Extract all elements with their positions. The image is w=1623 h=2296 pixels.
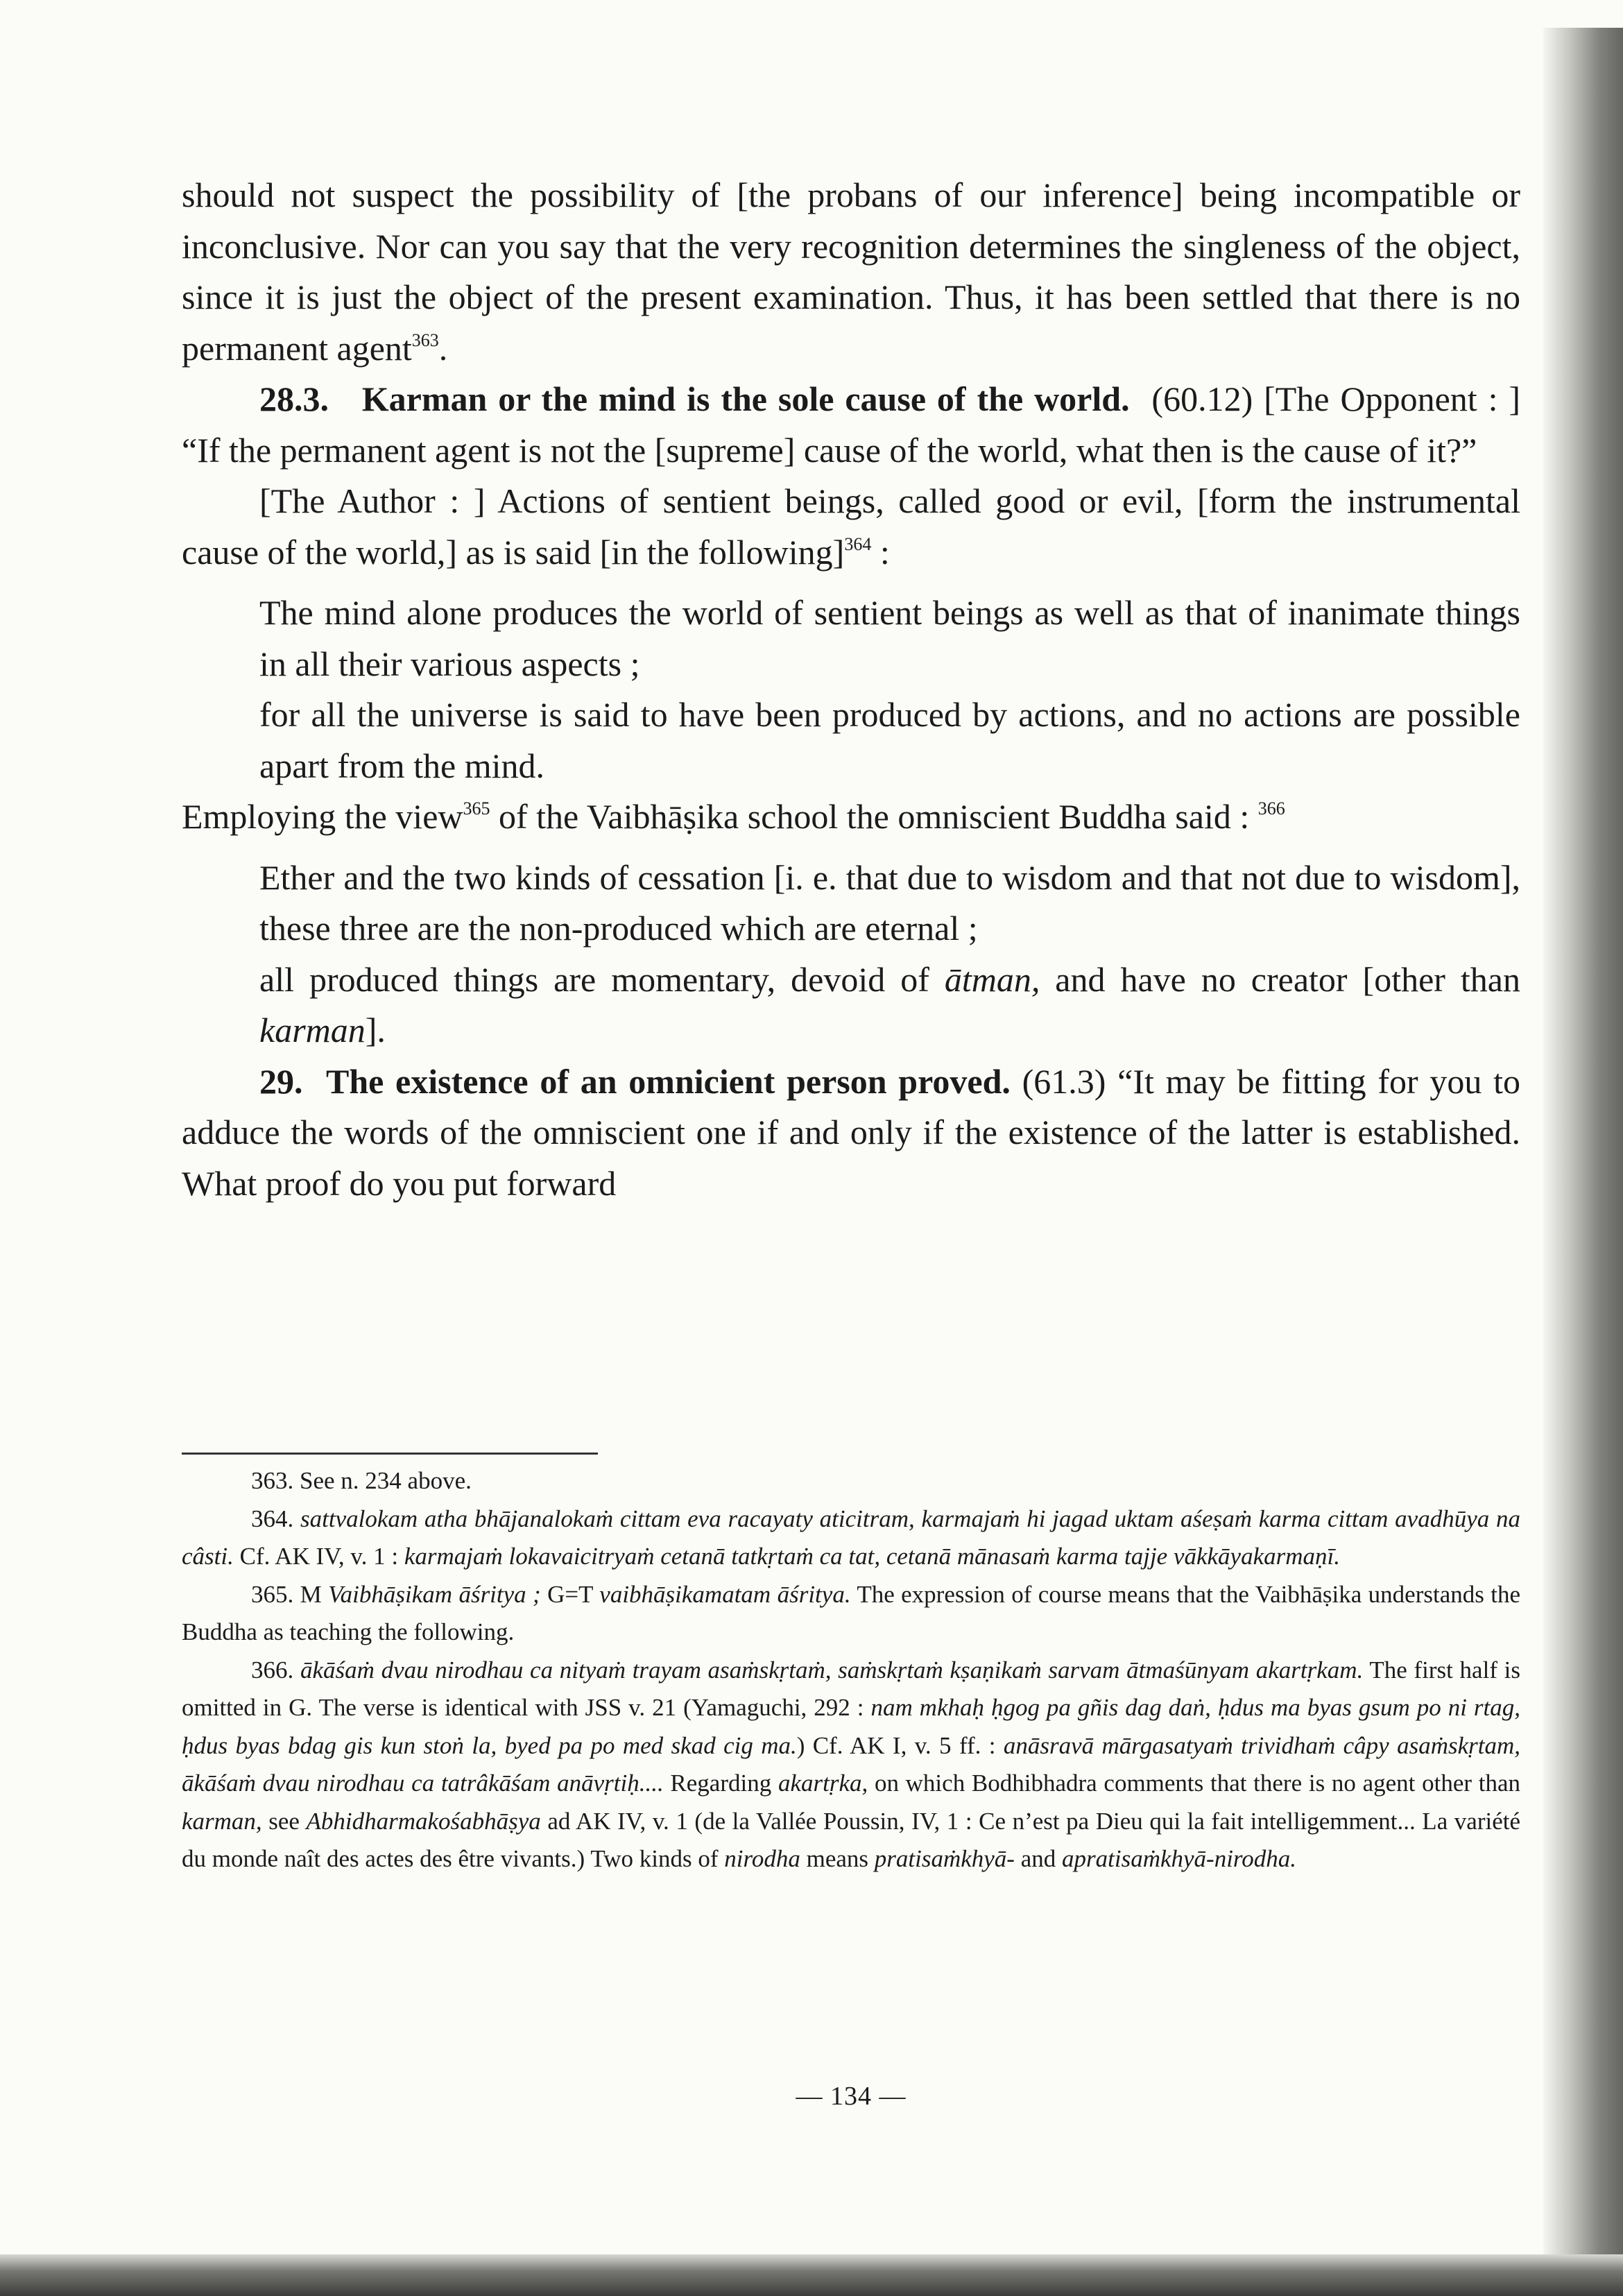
footnote-divider: [182, 1453, 598, 1455]
footnote-363: 363. See n. 234 above.: [251, 1467, 472, 1494]
section-number: 28.3.: [259, 379, 329, 418]
footnote-ref-366[interactable]: 366: [1257, 798, 1285, 819]
book-spine-shadow: [1543, 28, 1623, 2275]
verse-2-line-1: Ether and the two kinds of cessation [i. e. that due to wisdom and that not due to wisdom], these three are the non-produced which are eternal ;: [259, 857, 1520, 948]
verse-1-line-2: for all the universe is said to have been produced by actions, and no actions are possible apart from the mind.: [259, 695, 1520, 785]
footnote-365: 365. M Vaibhāṣikam āśritya ; G=T vaibhāṣikamatam āśritya. The expression of course means that the Vaibhāṣika understands the Buddha as teaching the following.: [182, 1580, 1521, 1645]
footnote-366: 366. ākāśaṁ dvau nirodhau ca nityaṁ trayam asaṁskṛtaṁ, saṁskṛtaṁ kṣaṇikaṁ sarvam ātmaśūnyam akartṛkam. The first half is omitted in G. The verse is identical with JSS v. 21 (Yamaguchi, 292 : nam mkhaḥ ḥgog pa gñis dag daṅ, ḥdus ma byas gsum po ni rtag, ḥdus byas bdag gis kun stoṅ la, byed pa po med skad cig ma.) Cf. AK I, v. 5 ff. : anāsravā mārgasatyaṁ trividhaṁ câpy asaṁskṛtam, ākāśaṁ dvau nirodhau ca tatrâkāśam anāvṛtiḥ.... Regarding akartṛka, on which Bodhibhadra comments that there is no agent other than karman, see Abhidharmakośabhāṣya ad AK IV, v. 1 (de la Vallée Poussin, IV, 1 : Ce n’est pa Dieu qui la fait intelligemment... La variété du monde naît des actes des être vivants.) Two kinds of nirodha means pratisaṁkhyā- and apratisaṁkhyā-nirodha.: [182, 1656, 1521, 1872]
footnote-364: 364. sattvalokam atha bhājanalokaṁ cittam eva racayaty aticitram, karmajaṁ hi jagad uktam aśeṣaṁ karma cittam avadhūya na câsti. Cf. AK IV, v. 1 : karmajaṁ lokavaicitryaṁ cetanā tatkṛtaṁ ca tat, cetanā mānasaṁ karma tajje vākkāyakarmaṇī.: [182, 1505, 1521, 1570]
paragraph-author: [The Author : ] Actions of sentient beings, called good or evil, [form the instrumental cause of the world,] as is said [in the following]$^{364}$ :: [182, 481, 1520, 572]
verse-2-line-2: all produced things are momentary, devoid of ātman, and have no creator [other than karman].: [259, 959, 1520, 1050]
footnotes: [182, 1462, 1520, 1878]
paragraph-vaibhasika: Employing the view$^{365}$ of the Vaibhāṣika school the omniscient Buddha said : $^{366}$: [182, 797, 1285, 836]
page-bottom-edge: [0, 2254, 1623, 2296]
page-number: — 134 —: [796, 2082, 907, 2111]
footnote-ref-363[interactable]: 363: [411, 329, 439, 350]
section-heading: The existence of an omnicient person proved.: [325, 1061, 1011, 1101]
section-29: 29. The existence of an omnicient person proved. (61.3) “It may be fitting for you to adduce the words of the omniscient one if and only if the existence of the latter is established. What proof do you put forward: [182, 1061, 1520, 1203]
paragraph-continuation: should not suspect the possibility of [the probans of our inference] being incompatible or inconclusive. Nor can you say that the very recognition determines the singleness of the object, since it is just the object of the present examination. Thus, it has been settled that there is no permanent agent$^{363}$.: [182, 175, 1520, 368]
section-28-3: 28.3. Karman or the mind is the sole cause of the world. (60.12) [The Opponent : ] “If the permanent agent is not the [supreme] cause of the world, what then is the cause of it?”: [182, 379, 1521, 470]
section-number: 29.: [259, 1061, 303, 1101]
main-text: [182, 170, 1520, 1209]
footnote-ref-365[interactable]: 365: [463, 798, 490, 819]
verse-1-line-1: The mind alone produces the world of sentient beings as well as that of inanimate things in all their various aspects ;: [259, 593, 1520, 683]
section-heading: Karman or the mind is the sole cause of the world.: [361, 379, 1130, 418]
footnote-ref-364[interactable]: 364: [844, 533, 872, 554]
